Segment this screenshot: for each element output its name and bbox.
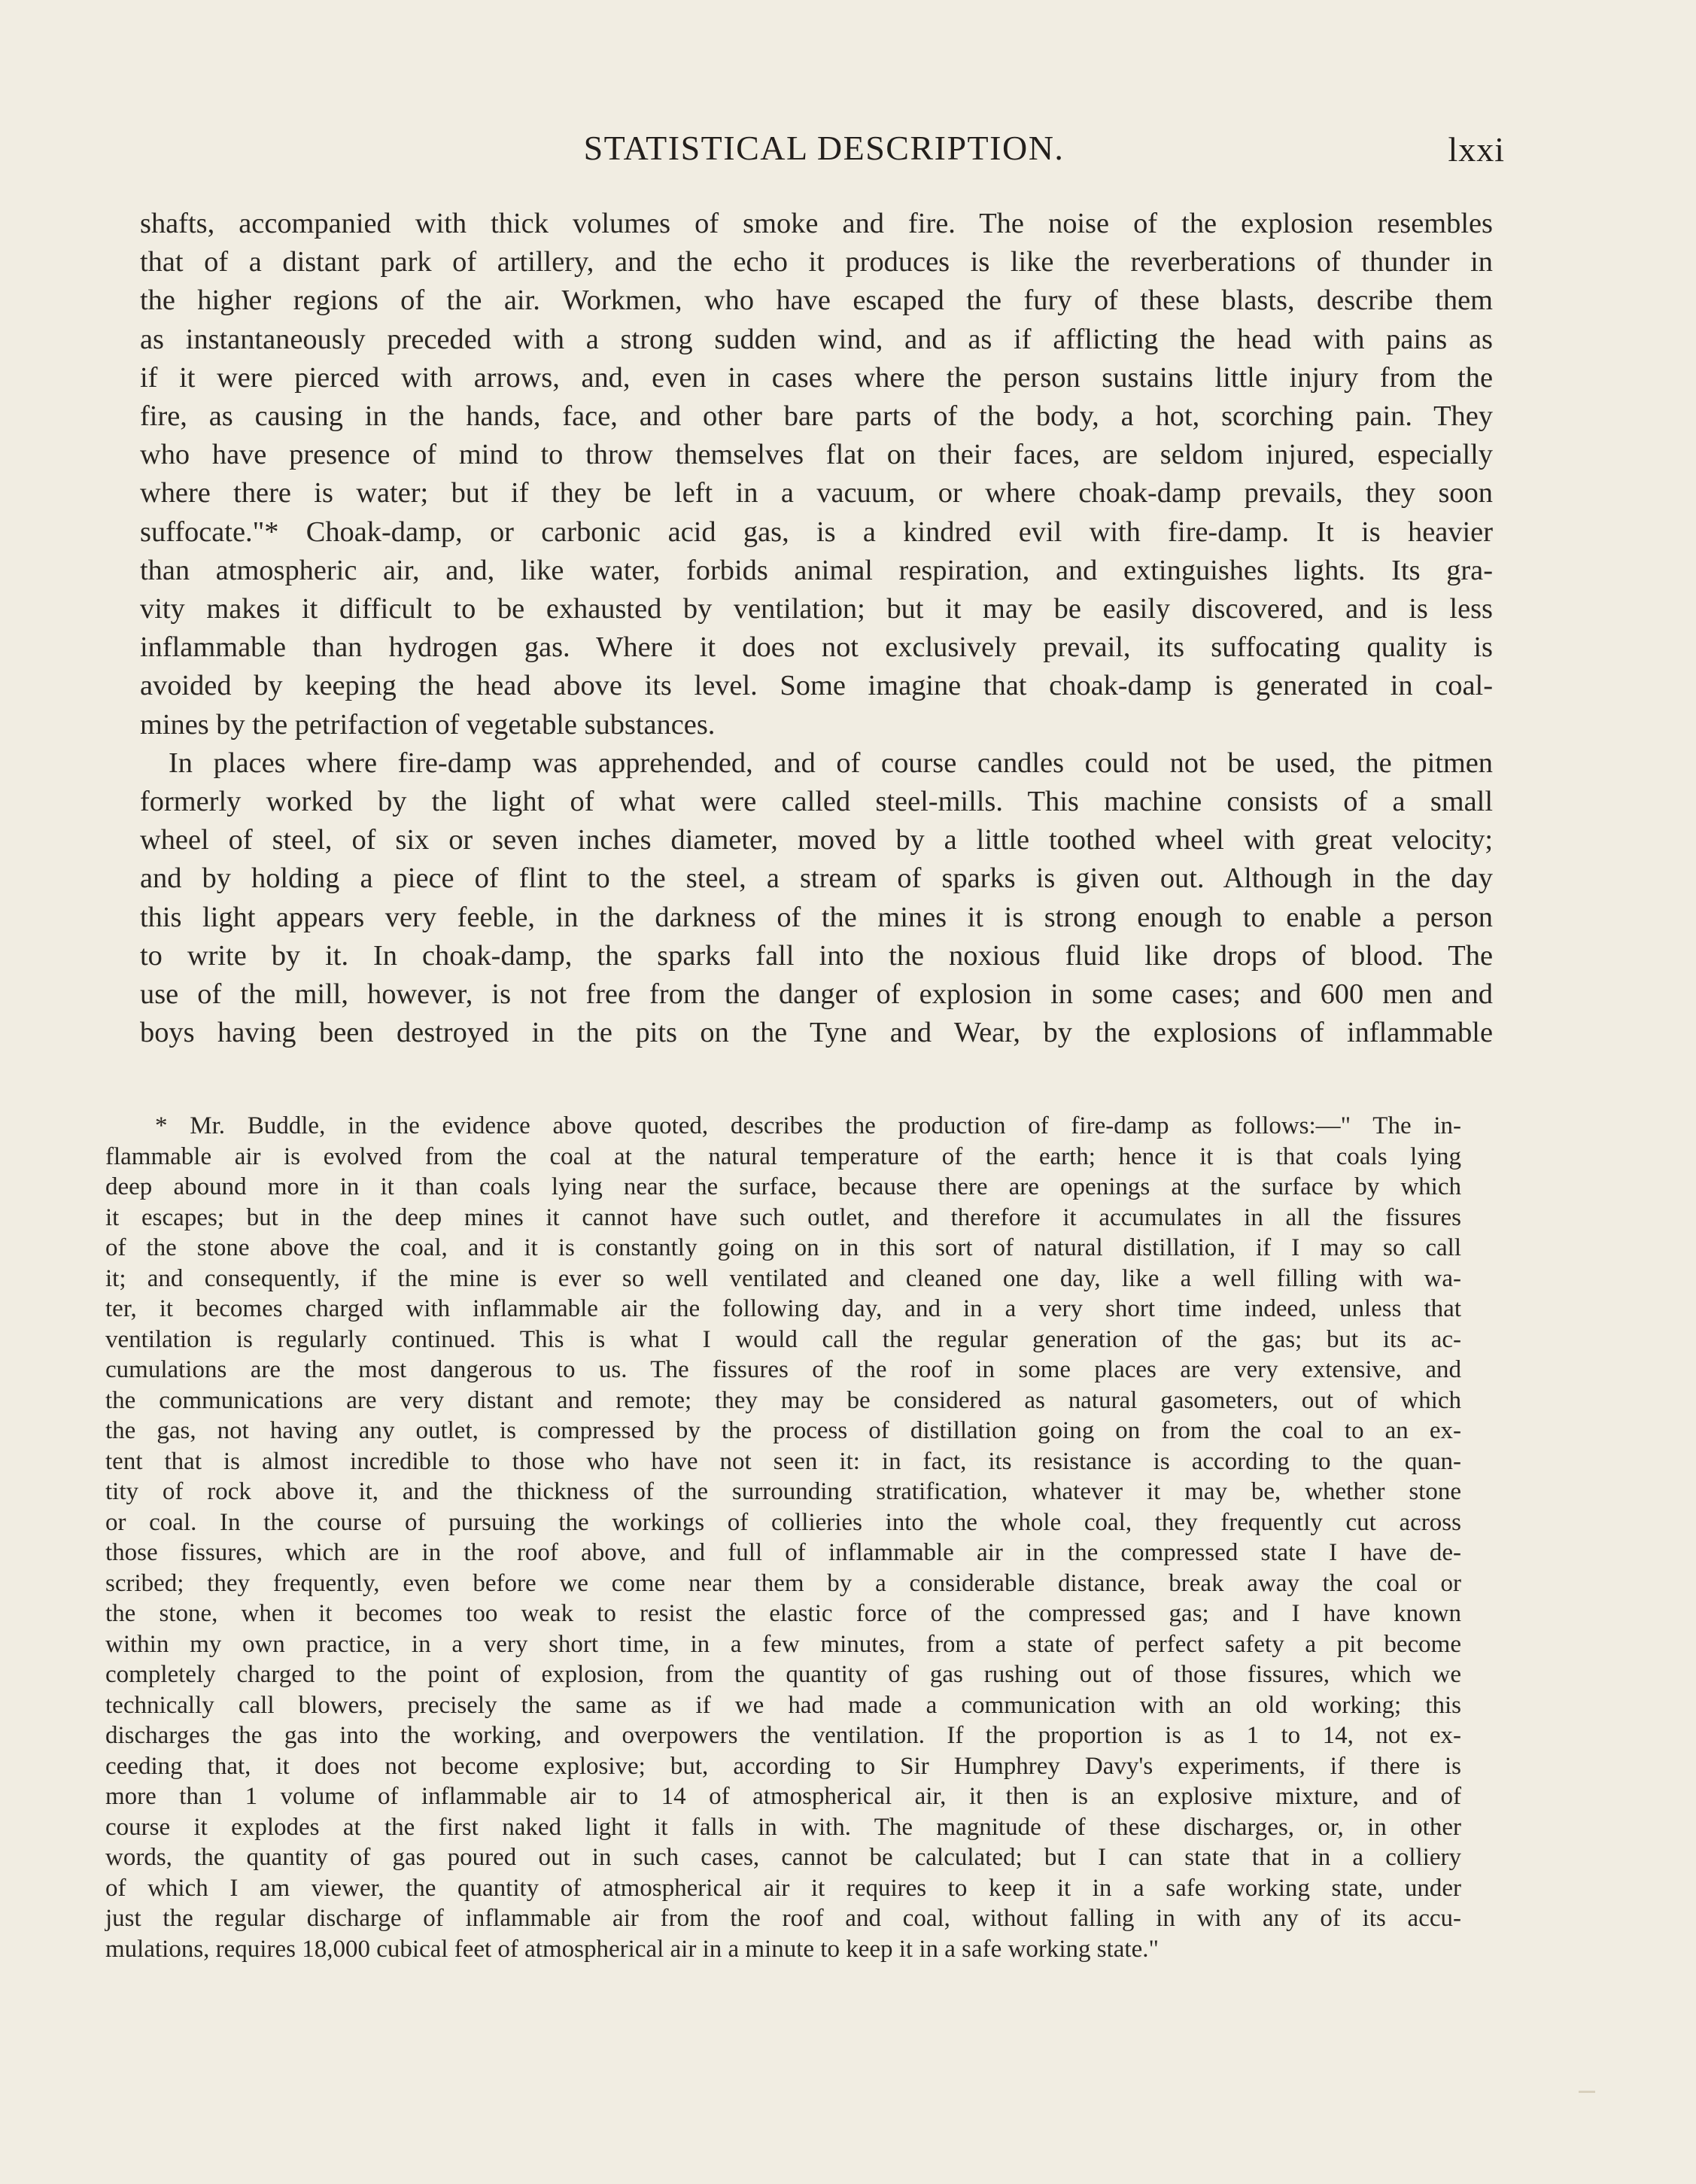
body-line: avoided by keeping the head above its level. Some imagine that choak-damp is generated in coal- [140, 670, 1493, 702]
footnote-line: words, the quantity of gas poured out in such cases, cannot be calculated; but I can state that in a colliery [105, 1844, 1461, 1871]
footnote-line: ventilation is regularly continued. This is what I would call the regular generation of the gas; but its ac- [105, 1325, 1461, 1353]
footnote-line: scribed; they frequently, even before we come near them by a considerable distance, break away the coal or [105, 1569, 1461, 1597]
footnote-line: deep abound more in it than coals lying near the surface, because there are openings at the surface by which [105, 1173, 1461, 1200]
running-head [143, 128, 1505, 181]
footnote-line: discharges the gas into the working, and overpowers the ventilation. If the proportion is as 1 to 14, not ex- [105, 1722, 1461, 1749]
footnote-line: cumulations are the most dangerous to us. The fissures of the roof in some places are very extensive, and [105, 1356, 1461, 1383]
body-line: mines by the petrifaction of vegetable substances. [140, 708, 716, 741]
footnote-line: it escapes; but in the deep mines it cannot have such outlet, and therefore it accumulates in all the fissures [105, 1203, 1461, 1231]
body-line: who have presence of mind to throw themselves flat on their faces, are seldom injured, especially [140, 439, 1493, 471]
footnote-line: the communications are very distant and remote; they may be considered as natural gasometers, out of which [105, 1386, 1461, 1414]
footnote-line: course it explodes at the first naked light it falls in with. The magnitude of these discharges, or, in other [105, 1813, 1461, 1841]
footnote [105, 1111, 1461, 1964]
footnote-line: the gas, not having any outlet, is compressed by the process of distillation going on from the coal to an ex- [105, 1417, 1461, 1444]
body-line: and by holding a piece of flint to the steel, a stream of sparks is given out. Although in the day [140, 862, 1493, 895]
body-line: wheel of steel, of six or seven inches diameter, moved by a little toothed wheel with great velocity; [140, 824, 1493, 856]
body-text [140, 205, 1493, 1052]
body-line: suffocate."* Choak-damp, or carbonic acid gas, is a kindred evil with fire-damp. It is heavier [140, 516, 1493, 548]
footnote-line: completely charged to the point of explosion, from the quantity of gas rushing out of those fissures, which we [105, 1661, 1461, 1688]
footnote-line: * Mr. Buddle, in the evidence above quoted, describes the production of fire-damp as follows:—" The in- [155, 1112, 1461, 1139]
paper-blemish [1579, 2091, 1595, 2093]
body-line: that of a distant park of artillery, and the echo it produces is like the reverberations of thunder in [140, 246, 1493, 278]
footnote-line: the stone, when it becomes too weak to resist the elastic force of the compressed gas; and I have known [105, 1600, 1461, 1627]
body-line: than atmospheric air, and, like water, forbids animal respiration, and extinguishes lights. Its gra- [140, 554, 1493, 586]
footnote-line: ceeding that, it does not become explosive; but, according to Sir Humphrey Davy's experiments, if there is [105, 1752, 1461, 1780]
body-line: where there is water; but if they be left in a vacuum, or where choak-damp prevails, they soon [140, 477, 1493, 509]
footnote-line: or coal. In the course of pursuing the workings of collieries into the whole coal, they frequently cut across [105, 1508, 1461, 1536]
footnote-line: it; and consequently, if the mine is ever so well ventilated and cleaned one day, like a well filling with wa- [105, 1264, 1461, 1292]
footnote-line: within my own practice, in a very short time, in a few minutes, from a state of perfect safety a pit become [105, 1630, 1461, 1658]
footnote-line: ter, it becomes charged with inflammable air the following day, and in a very short time indeed, unless that [105, 1295, 1461, 1322]
body-line: boys having been destroyed in the pits on the Tyne and Wear, by the explosions of inflammable [140, 1017, 1493, 1049]
body-line: to write by it. In choak-damp, the sparks fall into the noxious fluid like drops of blood. The [140, 939, 1493, 972]
footnote-line: mulations, requires 18,000 cubical feet of atmospherical air in a minute to keep it in a safe working state." [105, 1935, 1159, 1963]
body-line: fire, as causing in the hands, face, and other bare parts of the body, a hot, scorching pain. They [140, 400, 1493, 433]
footnote-line: just the regular discharge of inflammable air from the roof and coal, without falling in with any of its accu- [105, 1905, 1461, 1932]
footnote-line: more than 1 volume of inflammable air to 14 of atmospherical air, it then is an explosive mixture, and of [105, 1783, 1461, 1810]
footnote-line: flammable air is evolved from the coal at the natural temperature of the earth; hence it is that coals lying [105, 1142, 1461, 1170]
footnote-line: tity of rock above it, and the thickness of the surrounding stratification, whatever it may be, whether stone [105, 1478, 1461, 1505]
body-line: if it were pierced with arrows, and, even in cases where the person sustains little injury from the [140, 361, 1493, 394]
running-title: STATISTICAL DESCRIPTION. [583, 129, 1065, 167]
body-line: In places where fire-damp was apprehended, and of course candles could not be used, the pitmen [169, 747, 1493, 779]
body-line: as instantaneously preceded with a strong sudden wind, and as if afflicting the head with pains as [140, 323, 1493, 355]
body-line: use of the mill, however, is not free from the danger of explosion in some cases; and 600 men and [140, 978, 1493, 1011]
footnote-line: those fissures, which are in the roof above, and full of inflammable air in the compressed state I have de- [105, 1539, 1461, 1566]
footnote-line: of which I am viewer, the quantity of atmospherical air it requires to keep it in a safe working state, under [105, 1874, 1461, 1902]
body-line: vity makes it difficult to be exhausted by ventilation; but it may be easily discovered, and is less [140, 593, 1493, 625]
body-line: inflammable than hydrogen gas. Where it does not exclusively prevail, its suffocating quality is [140, 631, 1493, 664]
body-line: this light appears very feeble, in the darkness of the mines it is strong enough to enable a person [140, 901, 1493, 933]
footnote-line: technically call blowers, precisely the same as if we had made a communication with an old working; this [105, 1691, 1461, 1719]
body-line: the higher regions of the air. Workmen, who have escaped the fury of these blasts, describe them [140, 284, 1493, 317]
body-line: shafts, accompanied with thick volumes of smoke and fire. The noise of the explosion resembles [140, 208, 1493, 239]
page-number: lxxi [1448, 130, 1505, 169]
body-line: formerly worked by the light of what were called steel-mills. This machine consists of a small [140, 786, 1493, 818]
footnote-line: of the stone above the coal, and it is constantly going on in this sort of natural distillation, if I may so call [105, 1234, 1461, 1261]
footnote-line: tent that is almost incredible to those who have not seen it: in fact, its resistance is according to the quan- [105, 1447, 1461, 1475]
